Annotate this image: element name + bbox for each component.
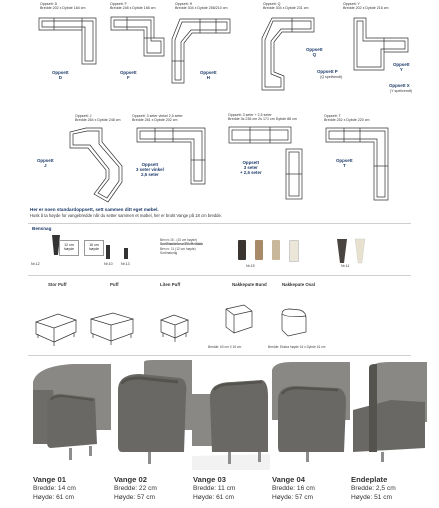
stool-medium-diagram [87, 303, 137, 354]
leg-nr11-label: Nr.11 [341, 264, 350, 268]
divider-top [28, 223, 411, 224]
config-h-diagram [170, 17, 232, 92]
arm-photo-vange-01 [33, 360, 111, 470]
leg-nr15-label: Nr.15 [246, 264, 255, 268]
config-set-sofa-3 [228, 126, 292, 149]
arm-photo-endeplate [351, 360, 427, 470]
config-h-label: Oppsett H [200, 70, 217, 80]
config-f-diagram [110, 16, 166, 69]
leg-cone-12 [32, 233, 62, 257]
config-p-label: Oppsett P [317, 69, 338, 74]
arm-vange-04-height: Høyde: 57 cm [272, 494, 314, 501]
config-q-label: Oppsett Q [306, 47, 323, 57]
arm-photo-vange-03 [192, 360, 270, 470]
legs-title: Bensnag [32, 226, 52, 231]
leg-nr11-natural [354, 238, 366, 264]
arm-vange-03-width: Bredde: 11 cm [193, 485, 236, 492]
legs-middle-text: Ben nr.15 - (10 cm høyde) Sort/Nøddebrun/Eik/Hvitlakk Ben nr. 11 (12 cm høyde) Sort/naturlig [160, 238, 204, 255]
leg-nr12-label: Nr.12 [31, 262, 40, 266]
neck-cushion-bund-diagram [222, 303, 258, 344]
config-h-caption: Oppsett: H Bredde 304 x Dybde 258/210 cm [175, 2, 228, 11]
config-set-caption: Oppsett: 3 seter + 2,5 seter Bredde 3s 236 cm 2s 171 cm Dybde 88 cm [228, 113, 297, 122]
arm-vange-04-name: Vange 04 [272, 475, 305, 484]
arm-endeplate-name: Endeplate [351, 475, 388, 484]
leg-height-box-16: 16 cm høyde [84, 240, 104, 256]
arm-vange-01-name: Vange 01 [33, 475, 66, 484]
config-d-caption: Oppsett: D Bredde 202 x Dybde 184 cm [40, 2, 86, 11]
arm-endeplate-height: Høyde: 51 cm [351, 494, 393, 501]
config-x-note: (Y speilvendt) [390, 89, 412, 93]
config-y-caption: Oppsett: Y Bredde 202 x Dybde 216 cm [343, 2, 389, 11]
stool-large-label: Stor Puff [48, 282, 67, 287]
config-corner-caption: Oppsett: 3 seter vinkel 2,5 seter Bredde 281 x Dybde 202 cm [132, 114, 183, 123]
leg-nr15-white [289, 240, 299, 262]
neck-cushion-oval-diagram [278, 306, 308, 345]
leg-nr15-walnut [255, 240, 263, 260]
arm-vange-02-name: Vange 02 [114, 475, 147, 484]
config-f-label: Oppsett F [120, 70, 137, 80]
stool-small-label: Liten Puff [160, 282, 181, 287]
leg-nr13 [124, 248, 128, 259]
arm-vange-01-height: Høyde: 61 cm [33, 494, 75, 501]
neck-cushion-bund-caption: Bredde: 60 cm X 16 cm [208, 345, 242, 349]
config-t-caption: Oppsett: T Bredde 252 x Dybde 220 cm [324, 114, 370, 123]
config-t-label: Oppsett T [336, 158, 353, 168]
config-j-caption: Oppsett: J Bredde 264 x Dybde 248 cm [75, 114, 121, 123]
info-heading: Her er noen standardoppsett, sett sammen ditt eget møbel. [30, 207, 159, 212]
divider-middle [28, 275, 411, 276]
stool-medium-label: Puff [110, 282, 119, 287]
config-p-note: (Q speilvendt) [320, 75, 343, 79]
arm-vange-04-width: Bredde: 16 cm [272, 485, 315, 492]
arm-endeplate-width: Bredde: 2,5 cm [351, 485, 396, 492]
leg-nr10-label: Nr.10 [104, 262, 113, 266]
arm-vange-01-width: Bredde: 14 cm [33, 485, 76, 492]
leg-nr11-black [336, 238, 348, 264]
neck-cushion-bund-label: Nakkepute Bund [232, 282, 267, 287]
leg-nr10 [106, 245, 110, 259]
leg-nr15-oak [272, 240, 280, 260]
info-note: Husk å ta høyde for vangebredde når du setter sammen et møbel, her er brukt Vange på 18 cm bredde. [30, 213, 222, 218]
leg-nr15-black [238, 240, 246, 260]
config-set-label: Oppsett 3 seter + 2,5 seter [240, 160, 262, 175]
config-set-sofa-25 [285, 148, 303, 205]
config-x-label: Oppsett X [389, 83, 410, 88]
config-q-caption: Oppsett: Q Bredde 304 x Dybde 231 cm [263, 2, 309, 11]
neck-cushion-oval-caption: Bredde: Ekstra høyde 16 x Dybde 16 cm [268, 345, 326, 349]
config-d-label: Oppsett D [52, 70, 69, 80]
config-j-label: Oppsett J [37, 158, 54, 168]
config-corner-label: Oppsett 3 seter vinkel 2,5 seter [136, 162, 164, 177]
config-f-caption: Oppsett: F Bredde 248 x Dybde 166 cm [110, 2, 156, 11]
neck-cushion-oval-label: Nakkepute Oval [282, 282, 315, 287]
config-t-diagram [324, 126, 390, 207]
config-y-label: Oppsett Y [393, 62, 410, 72]
leg-nr13-label: Nr.13 [121, 262, 130, 266]
arm-photo-vange-04 [272, 360, 350, 470]
arm-vange-03-height: Høyde: 61 cm [193, 494, 235, 501]
config-j-diagram [68, 126, 124, 211]
arm-vange-02-height: Høyde: 57 cm [114, 494, 156, 501]
stool-small-diagram [158, 310, 192, 351]
arm-vange-03-name: Vange 03 [193, 475, 226, 484]
config-d-diagram [38, 14, 98, 71]
arm-photo-vange-02 [114, 360, 192, 470]
arm-vange-02-width: Bredde: 22 cm [114, 485, 157, 492]
stool-large-diagram [30, 300, 80, 353]
leg-height-box-12: 12 cm høyde [59, 240, 79, 256]
divider-bottom [28, 355, 411, 356]
config-corner-diagram [135, 126, 207, 191]
